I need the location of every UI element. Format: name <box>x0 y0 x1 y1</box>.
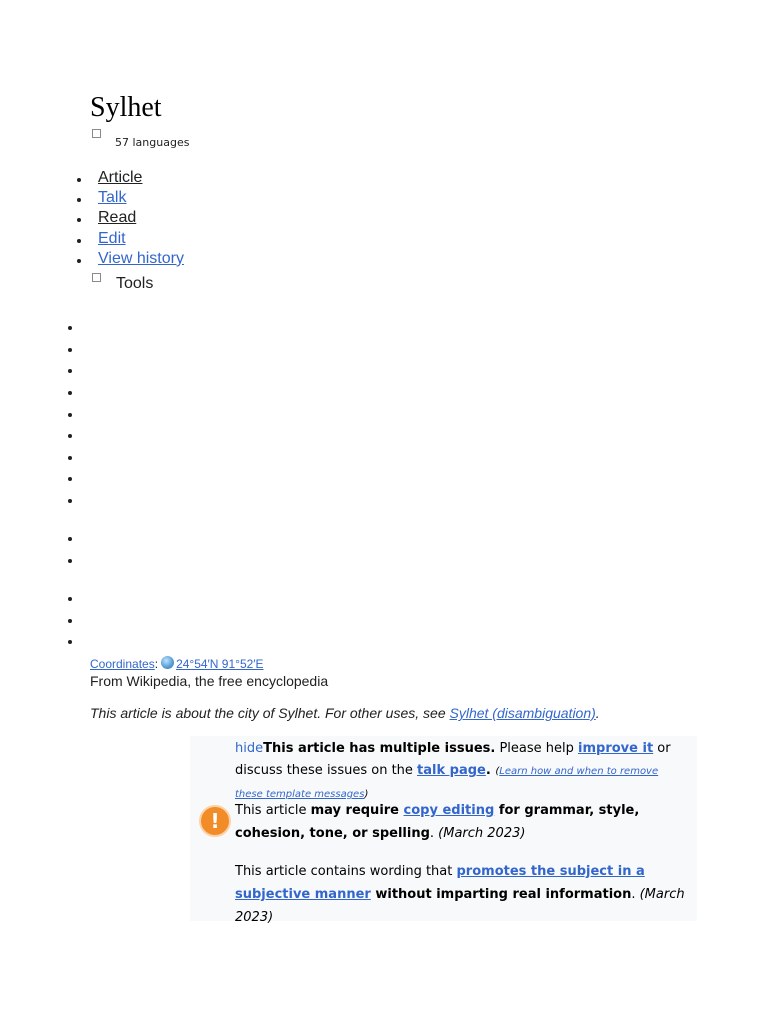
issue1-pre: This article <box>235 803 311 818</box>
learn-close: ) <box>364 789 369 800</box>
issues-help-text: Please help <box>495 741 579 756</box>
list-item <box>68 499 72 503</box>
tab-view-history-link[interactable]: View history <box>98 249 184 267</box>
issue2-post: without imparting real information <box>370 887 632 902</box>
tools-button[interactable]: Tools <box>116 275 154 292</box>
list-item <box>68 559 72 563</box>
hatnote-text: This article is about the city of Sylhet. For other uses, see <box>90 705 450 721</box>
list-item <box>68 477 72 481</box>
exclamation-icon: ! <box>199 805 231 837</box>
coordinates-label-link[interactable]: Coordinates <box>90 657 155 671</box>
coordinates-value-link[interactable]: 24°54′N 91°52′E <box>176 657 264 671</box>
learn-more-link[interactable]: Learn how and when to remove these template messages <box>235 766 659 800</box>
list-item <box>68 391 72 395</box>
tagline: From Wikipedia, the free encyclopedia <box>90 673 329 689</box>
list-item <box>68 537 72 541</box>
hatnote-end: . <box>595 705 600 721</box>
tab-talk-link[interactable]: Talk <box>98 189 127 207</box>
issue2-dot: . <box>631 887 640 902</box>
globe-icon[interactable] <box>161 656 174 669</box>
issue1-dot: . <box>429 826 439 841</box>
promotes-subject-link[interactable]: promotes the subject in a subjective manner <box>235 864 645 902</box>
issues-discuss-text: or discuss these issues on the <box>235 741 671 778</box>
list-item <box>68 326 72 330</box>
tab-read-link[interactable]: Read <box>98 209 137 227</box>
copy-editing-link[interactable]: copy editing <box>403 803 495 818</box>
hide-button[interactable]: hide <box>235 741 264 756</box>
coordinates <box>90 656 264 671</box>
issue-subjective <box>235 860 690 929</box>
tab-article-link[interactable]: Article <box>98 169 143 186</box>
issue-copy-editing <box>235 799 690 845</box>
issues-heading: This article has multiple issues. <box>263 741 496 756</box>
list-item <box>68 619 72 623</box>
improve-link[interactable]: improve it <box>578 741 654 756</box>
issue2-pre: This article contains wording that <box>235 864 457 879</box>
hatnote <box>90 705 600 721</box>
tools-checkbox[interactable] <box>92 273 101 282</box>
list-item <box>68 640 72 644</box>
tab-edit <box>75 229 184 249</box>
coordinates-colon: : <box>154 657 159 671</box>
list-item <box>68 413 72 417</box>
tab-read <box>75 208 184 228</box>
tab-talk <box>75 188 184 208</box>
list-item <box>68 456 72 460</box>
tab-view-history <box>75 249 184 269</box>
issues-header <box>235 738 685 806</box>
list-item <box>68 597 72 601</box>
issue1-post: for grammar, style, cohesion, tone, or spelling <box>235 803 640 841</box>
talk-page-link[interactable]: talk page <box>417 763 486 778</box>
disambiguation-link[interactable]: Sylhet (disambiguation) <box>449 705 596 721</box>
multiple-issues-box <box>190 736 697 925</box>
issue2-date: (March 2023) <box>235 887 685 925</box>
list-item <box>68 434 72 438</box>
list-item <box>68 348 72 352</box>
tab-article <box>75 168 184 188</box>
list-item <box>68 369 72 373</box>
page-nav <box>75 168 184 269</box>
page-title: Sylhet <box>90 92 162 123</box>
languages-checkbox[interactable] <box>92 129 101 138</box>
learn-open: ( <box>495 766 500 777</box>
issue1-date: (March 2023) <box>438 826 526 841</box>
issue1-bold: may require <box>310 803 404 818</box>
tab-edit-link[interactable]: Edit <box>98 229 126 247</box>
languages-button[interactable]: 57 languages <box>115 136 190 149</box>
issues-dot: . <box>485 763 496 778</box>
